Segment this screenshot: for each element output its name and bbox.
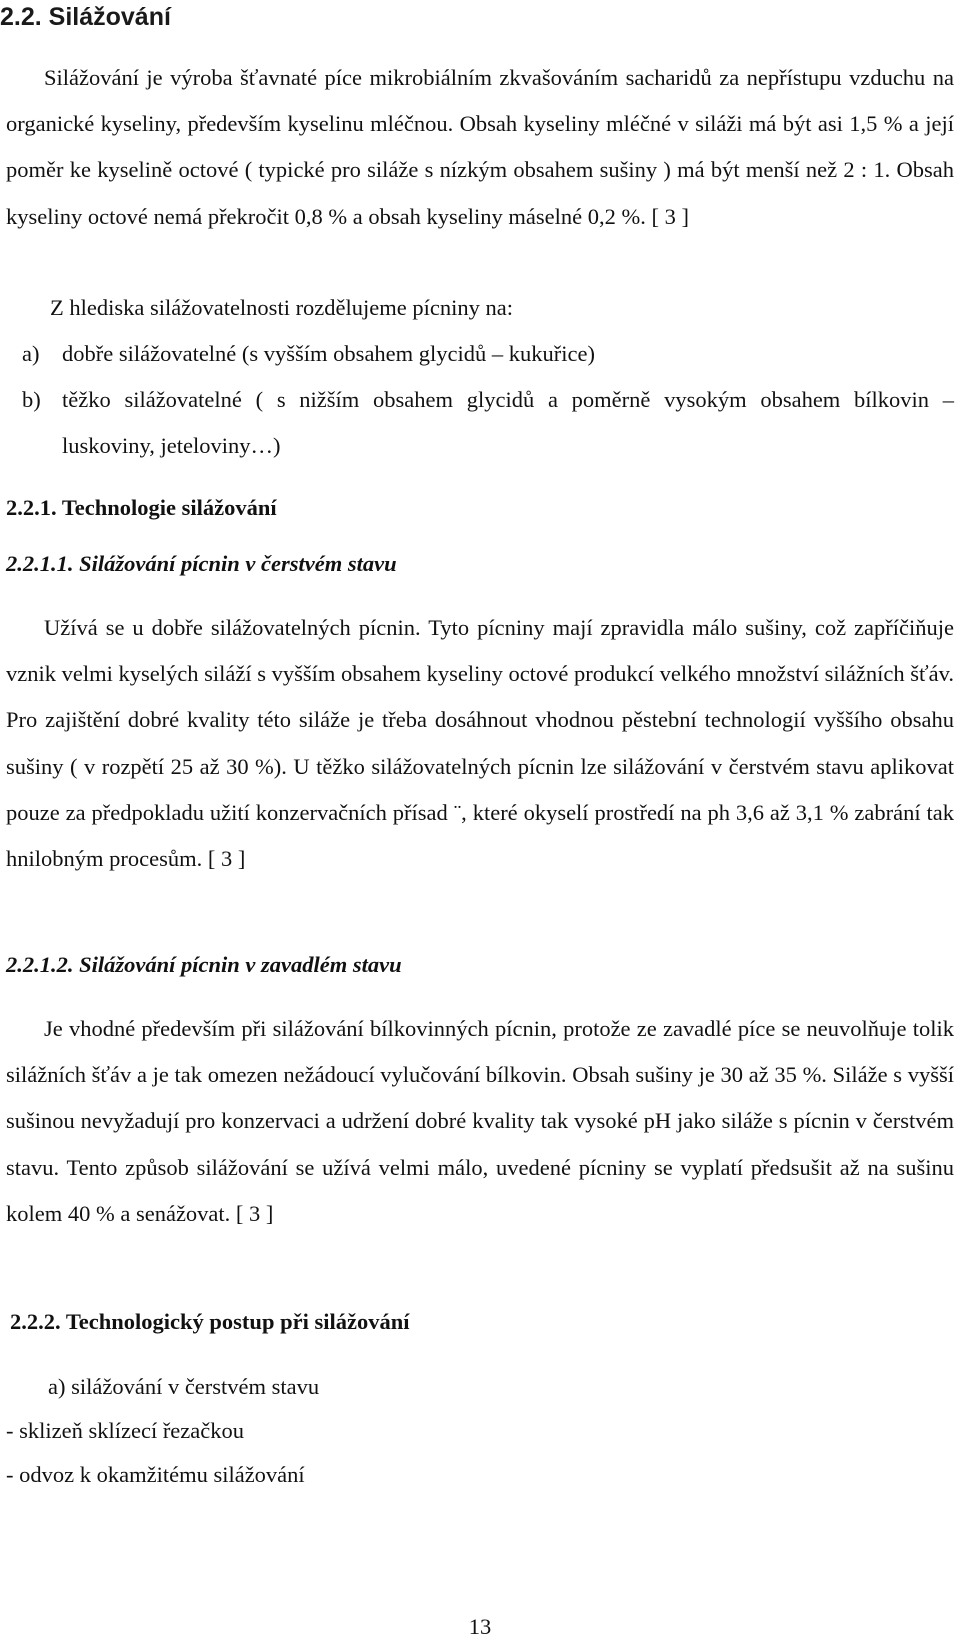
list-marker: a) [22, 341, 40, 366]
subsection-heading: 2.2.2. Technologický postup při silážování [10, 1309, 410, 1334]
intro-paragraph: Silážování je výroba šťavnaté píce mikrobiálním zkvašováním sacharidů za nepřístupu vzduchu na organické kyseliny, především kyselinu mléčnou. Obsah kyseliny mléčné v siláži má být asi 1,5 % a její poměr ke kyselině octové ( typické pro siláže s nízkým obsahem sušiny ) má být menší než 2 : 1. Obsah kyseliny octové nemá překročit 0,8 % a obsah kyseliny máselné 0,2 %. [ 3 ] [6, 65, 954, 229]
page-number: 13 [468, 1614, 492, 1639]
list-item-text: těžko silážovatelné ( s nižším obsahem glycidů a poměrně vysokým obsahem bílkovin – luskoviny, jeteloviny…) [62, 387, 954, 459]
subsection-heading: 2.2.1. Technologie silážování [6, 495, 277, 520]
list-lead: Z hlediska silážovatelnosti rozdělujeme pícniny na: [50, 295, 513, 320]
procedure-step: - sklizeň sklízecí řezačkou [6, 1418, 245, 1443]
list-item-text: dobře silážovatelné (s vyšším obsahem glycidů – kukuřice) [62, 341, 595, 366]
fresh-silage-paragraph: Užívá se u dobře silážovatelných pícnin. Tyto pícniny mají zpravidla málo sušiny, což zapříčiňuje vznik velmi kyselých siláží s vyšším obsahem kyseliny octové produkcí velkého množství silážních šťáv. Pro zajištění dobré kvality této siláže je třeba dosáhnout vhodnou pěstební technologií vyššího obsahu sušiny ( v rozpětí 25 až 30 %). U těžko silážovatelných pícnin lze silážování v čerstvém stavu aplikovat pouze za předpokladu užití konzervačních přísad ¨, které okyselí prostředí na ph 3,6 až 3,1 % zabrání tak hnilobným procesům. [ 3 ] [6, 615, 954, 872]
wilted-silage-paragraph: Je vhodné především při silážování bílkovinných pícnin, protože ze zavadlé píce se neuvolňuje tolik silážních šťáv a je tak omezen nežádoucí vylučování bílkovin. Obsah sušiny je 30 až 35 %. Siláže s vyšší sušinou nevyžadují pro konzervaci a udržení dobré kvality tak vysoké pH jako siláže s pícnin v čerstvém stavu. Tento způsob silážování se užívá velmi málo, uvedené pícniny se vyplatí předsušit až na sušinu kolem 40 % a senážovat. [ 3 ] [6, 1016, 954, 1226]
subsubsection-heading: 2.2.1.2. Silážování pícnin v zavadlém stavu [6, 952, 402, 977]
subsubsection-heading: 2.2.1.1. Silážování pícnin v čerstvém stavu [6, 551, 397, 576]
section-title: 2.2. Silážování [0, 3, 171, 31]
list-marker: b) [22, 387, 41, 412]
procedure-step: - odvoz k okamžitému silážování [6, 1462, 305, 1487]
list-item [6, 377, 954, 469]
list-item [6, 331, 954, 377]
procedure-item: a) silážování v čerstvém stavu [48, 1374, 320, 1399]
